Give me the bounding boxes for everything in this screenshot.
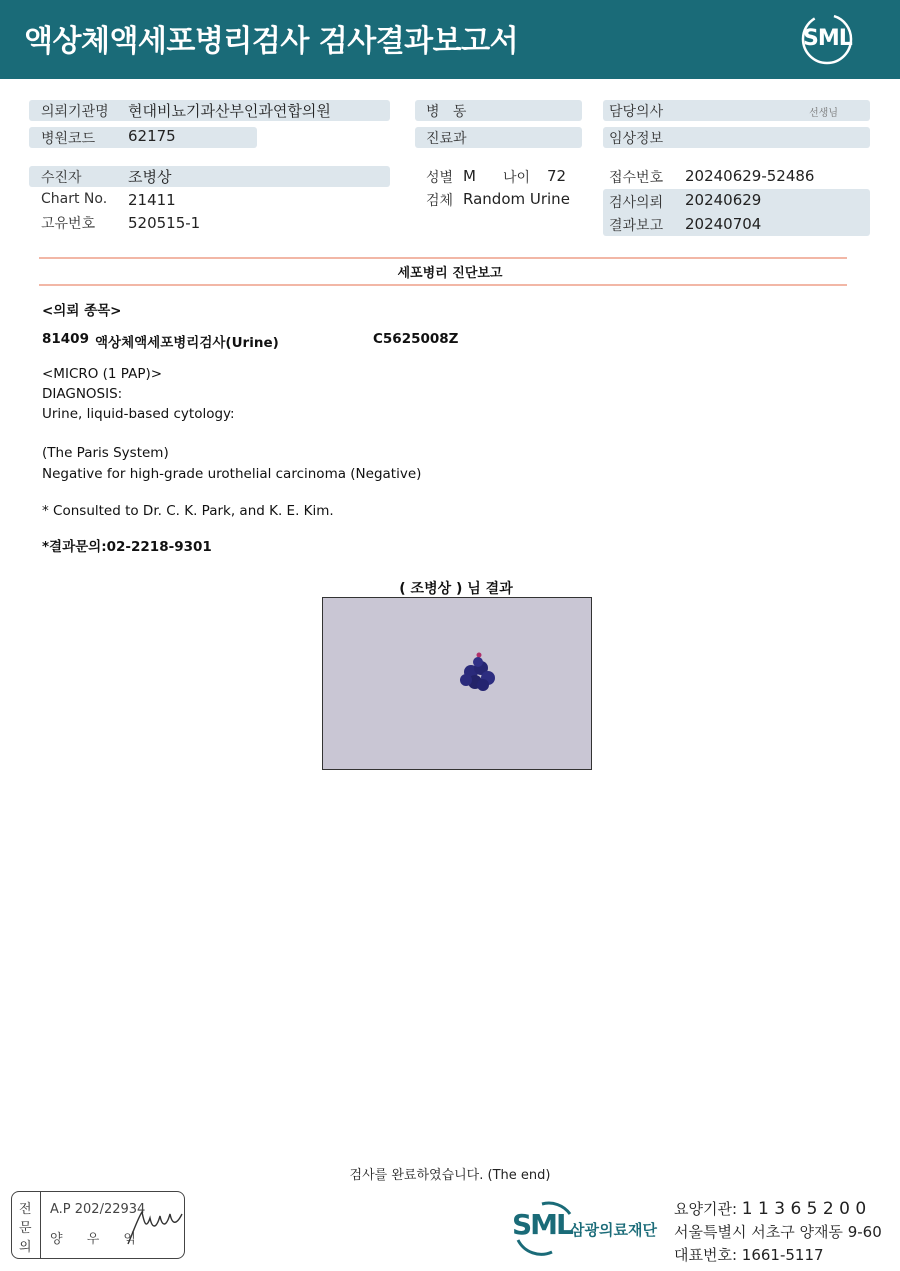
diagnosis-system: (The Paris System) — [42, 445, 169, 461]
cell-cluster-image — [323, 598, 591, 769]
image-caption: ( 조병상 ) 님 결과 — [399, 581, 513, 597]
stamp-name: 양 우 익 — [50, 1232, 146, 1247]
footer-address: 서울특별시 서초구 양재동 9-60 — [674, 1223, 882, 1241]
report-label: 결과보고 — [609, 218, 664, 234]
order-id: C5625008Z — [373, 331, 459, 347]
request-value: 20240629 — [685, 191, 762, 209]
inquiry-phone: *결과문의:02-2218-9301 — [42, 539, 212, 555]
clinical-label: 임상정보 — [609, 131, 664, 147]
doctor-label: 담당의사 — [609, 104, 664, 120]
consult-note: * Consulted to Dr. C. K. Park, and K. E. Kim. — [42, 503, 334, 519]
stamp-ap-number: A.P 202/22934 — [50, 1202, 146, 1217]
order-name: 액상체액세포병리검사(Urine) — [95, 335, 279, 351]
hospital-code-value: 62175 — [128, 127, 176, 145]
footer-phone-label: 대표번호: — [674, 1246, 738, 1264]
cytology-image — [322, 597, 592, 770]
footer-phone-value: 1661-5117 — [741, 1246, 824, 1264]
stamp-side-char: 문 — [19, 1221, 32, 1236]
sex-value: M — [463, 167, 476, 185]
unique-value: 520515-1 — [128, 214, 201, 232]
order-code: 81409 — [42, 331, 89, 347]
stamp-side-char: 전 — [19, 1202, 32, 1217]
report-title: 액상체액세포병리검사 검사결과보고서 — [24, 24, 519, 59]
foundation-name: 삼광의료재단 — [570, 1221, 657, 1239]
institution-code-label: 요양기관: — [674, 1200, 738, 1218]
report-header — [0, 0, 900, 79]
request-label: 검사의뢰 — [609, 195, 664, 211]
section-title: 세포병리 진단보고 — [397, 266, 503, 281]
institution-code-value: 1 1 3 6 5 2 0 0 — [741, 1199, 867, 1219]
section-rule-top — [39, 257, 847, 259]
header-logo-text: SML — [803, 26, 852, 51]
reception-value: 20240629-52486 — [685, 167, 815, 185]
age-value: 72 — [547, 167, 567, 185]
chart-label: Chart No. — [41, 191, 108, 207]
dept-label: 진료과 — [426, 131, 467, 147]
end-text: 검사를 완료하였습니다. (The end) — [349, 1168, 551, 1183]
stamp-side — [12, 1192, 41, 1258]
hospital-code-label: 병원코드 — [41, 131, 96, 147]
micro-header: <MICRO (1 PAP)> — [42, 366, 163, 382]
diagnosis-label: DIAGNOSIS: — [42, 386, 123, 402]
age-label: 나이 — [503, 170, 531, 186]
section-rule-bottom — [39, 284, 847, 286]
doctor-suffix: 선생님 — [809, 108, 838, 119]
patient-value: 조병상 — [128, 168, 172, 186]
unique-label: 고유번호 — [41, 216, 96, 232]
hospital-label: 의뢰기관명 — [41, 104, 109, 120]
hospital-value: 현대비뇨기과산부인과연합의원 — [128, 102, 331, 120]
ward-label: 병 동 — [426, 104, 467, 120]
reception-label: 접수번호 — [609, 170, 664, 186]
stamp-side-char: 의 — [19, 1240, 32, 1255]
footer-phone — [674, 1244, 824, 1265]
order-header: <의뢰 종목> — [42, 303, 122, 319]
diagnosis-specimen: Urine, liquid-based cytology: — [42, 406, 235, 422]
chart-value: 21411 — [128, 191, 176, 209]
specimen-label: 검체 — [426, 193, 454, 209]
institution-code — [674, 1198, 866, 1219]
diagnosis-result: Negative for high-grade urothelial carcinoma (Negative) — [42, 466, 422, 482]
report-value: 20240704 — [685, 215, 762, 233]
patient-row — [29, 166, 390, 187]
footer-logo-text: SML — [512, 1208, 572, 1241]
sex-label: 성별 — [426, 170, 454, 186]
specimen-value: Random Urine — [463, 190, 570, 208]
signature-icon — [124, 1200, 186, 1250]
patient-label: 수진자 — [41, 170, 82, 186]
pathologist-stamp — [11, 1191, 185, 1259]
